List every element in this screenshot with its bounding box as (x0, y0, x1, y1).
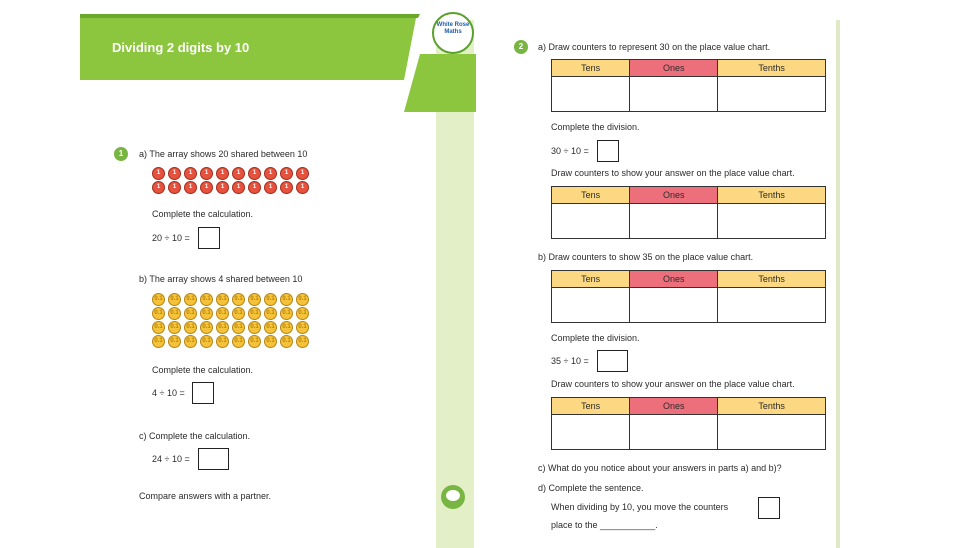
yellow-counter: 0.1 (216, 307, 229, 320)
q1a-answer-box[interactable] (198, 227, 220, 249)
pv-cell-ones[interactable] (630, 288, 718, 323)
yellow-counter: 0.1 (248, 321, 261, 334)
pv-cell-tenths[interactable] (718, 77, 826, 112)
red-counter: 1 (200, 167, 213, 180)
yellow-counter: 0.1 (168, 307, 181, 320)
pv-header-tenths: Tenths (718, 187, 826, 204)
red-counter: 1 (216, 181, 229, 194)
yellow-counter: 0.1 (216, 293, 229, 306)
yellow-counter: 0.1 (296, 321, 309, 334)
red-counter: 1 (264, 167, 277, 180)
yellow-counter: 0.1 (280, 335, 293, 348)
compare-note: Compare answers with a partner. (139, 491, 272, 501)
yellow-counter: 0.1 (248, 307, 261, 320)
red-counter: 1 (280, 167, 293, 180)
pv-cell-tens[interactable] (552, 288, 630, 323)
q1c-equation: 24 ÷ 10 = (152, 454, 190, 464)
place-value-chart-4 (551, 397, 826, 450)
q1a-prompt: a) The array shows 20 shared between 10 (139, 149, 308, 159)
red-counter: 1 (296, 167, 309, 180)
yellow-counter: 0.1 (296, 307, 309, 320)
yellow-counter: 0.1 (280, 321, 293, 334)
yellow-counter: 0.1 (184, 335, 197, 348)
pv-header-ones: Ones (630, 60, 718, 77)
red-counter: 1 (216, 167, 229, 180)
yellow-counter: 0.1 (296, 293, 309, 306)
q2d-sentence-line1: When dividing by 10, you move the counters (551, 502, 729, 512)
yellow-counter: 0.1 (264, 293, 277, 306)
pv-header-ones: Ones (630, 398, 718, 415)
red-counter: 1 (248, 181, 261, 194)
q2d-prompt: d) Complete the sentence. (538, 483, 644, 493)
red-counter: 1 (152, 181, 165, 194)
yellow-counter: 0.1 (216, 335, 229, 348)
pv-cell-tens[interactable] (552, 77, 630, 112)
q2c-prompt: c) What do you notice about your answers in parts a) and b)? (538, 463, 782, 473)
yellow-counter: 0.1 (200, 293, 213, 306)
yellow-counter: 0.1 (280, 307, 293, 320)
yellow-counter: 0.1 (168, 321, 181, 334)
q1a-equation: 20 ÷ 10 = (152, 233, 190, 243)
q1c-answer-box[interactable] (198, 448, 229, 470)
right-strip (836, 20, 840, 548)
q2a-equation: 30 ÷ 10 = (551, 146, 589, 156)
yellow-counter: 0.1 (248, 335, 261, 348)
q1b-answer-box[interactable] (192, 382, 214, 404)
red-counter: 1 (168, 181, 181, 194)
yellow-counter: 0.1 (184, 321, 197, 334)
yellow-counter: 0.1 (248, 293, 261, 306)
yellow-counter: 0.1 (200, 307, 213, 320)
red-counter: 1 (280, 181, 293, 194)
q2a-answer-box[interactable] (597, 140, 619, 162)
pv-header-tens: Tens (552, 187, 630, 204)
yellow-counter: 0.1 (168, 293, 181, 306)
yellow-counter: 0.1 (232, 307, 245, 320)
q1a-instruction: Complete the calculation. (152, 209, 254, 219)
red-counter: 1 (296, 181, 309, 194)
q2b-equation: 35 ÷ 10 = (551, 356, 589, 366)
red-counter: 1 (184, 181, 197, 194)
pv-cell-tens[interactable] (552, 204, 630, 239)
yellow-counter: 0.1 (168, 335, 181, 348)
yellow-counter: 0.1 (216, 321, 229, 334)
pv-header-ones: Ones (630, 187, 718, 204)
yellow-counter: 0.1 (152, 335, 165, 348)
yellow-counter: 0.1 (200, 335, 213, 348)
pv-cell-tenths[interactable] (718, 415, 826, 450)
q2b-prompt: b) Draw counters to show 35 on the place value chart. (538, 252, 754, 262)
yellow-counter: 0.1 (296, 335, 309, 348)
pv-header-tenths: Tenths (718, 271, 826, 288)
pv-header-tens: Tens (552, 398, 630, 415)
question-2-badge: 2 (514, 40, 528, 54)
pv-header-tenths: Tenths (718, 398, 826, 415)
pv-header-ones: Ones (630, 271, 718, 288)
red-counter: 1 (168, 167, 181, 180)
q2b-draw: Draw counters to show your answer on the place value chart. (551, 379, 795, 389)
question-1-badge: 1 (114, 147, 128, 161)
red-counter: 1 (232, 181, 245, 194)
yellow-counter: 0.1 (264, 321, 277, 334)
red-counter: 1 (184, 167, 197, 180)
red-counter: 1 (264, 181, 277, 194)
red-counter: 1 (152, 167, 165, 180)
yellow-counter: 0.1 (264, 307, 277, 320)
white-rose-maths-logo (432, 12, 474, 54)
q1b-equation: 4 ÷ 10 = (152, 388, 185, 398)
yellow-counter: 0.1 (184, 293, 197, 306)
red-counter: 1 (232, 167, 245, 180)
q1c-prompt: c) Complete the calculation. (139, 431, 251, 441)
yellow-counter: 0.1 (152, 293, 165, 306)
q2d-sentence-line2: place to the ___________. (551, 520, 658, 530)
green-corner-shape (404, 54, 476, 112)
page-title: Dividing 2 digits by 10 (112, 40, 250, 55)
q1b-instruction: Complete the calculation. (152, 365, 254, 375)
place-value-chart-3 (551, 270, 826, 323)
red-counter: 1 (200, 181, 213, 194)
pv-header-tens: Tens (552, 60, 630, 77)
yellow-counter: 0.1 (200, 321, 213, 334)
yellow-counter: 0.1 (232, 321, 245, 334)
pv-header-tenths: Tenths (718, 60, 826, 77)
pv-cell-tens[interactable] (552, 415, 630, 450)
speech-bubble-icon (446, 490, 460, 501)
place-value-chart-1 (551, 59, 826, 112)
yellow-counter: 0.1 (264, 335, 277, 348)
pv-header-tens: Tens (552, 271, 630, 288)
red-counter-array (152, 167, 311, 194)
yellow-counter: 0.1 (152, 307, 165, 320)
yellow-counter: 0.1 (232, 293, 245, 306)
pv-cell-ones[interactable] (630, 77, 718, 112)
yellow-counter: 0.1 (280, 293, 293, 306)
yellow-counter-array (152, 293, 311, 348)
yellow-counter: 0.1 (152, 321, 165, 334)
yellow-counter: 0.1 (232, 335, 245, 348)
q2a-complete: Complete the division. (551, 122, 640, 132)
q2d-answer-box[interactable] (758, 497, 780, 519)
pv-cell-ones[interactable] (630, 204, 718, 239)
pv-cell-ones[interactable] (630, 415, 718, 450)
q1b-prompt: b) The array shows 4 shared between 10 (139, 274, 303, 284)
q2b-complete: Complete the division. (551, 333, 640, 343)
yellow-counter: 0.1 (184, 307, 197, 320)
place-value-chart-2 (551, 186, 826, 239)
q2a-prompt: a) Draw counters to represent 30 on the place value chart. (538, 42, 771, 52)
q2b-answer-box[interactable] (597, 350, 628, 372)
pv-cell-tenths[interactable] (718, 204, 826, 239)
logo-text: White Rose Maths (436, 22, 470, 35)
q2a-draw: Draw counters to show your answer on the place value chart. (551, 168, 795, 178)
pv-cell-tenths[interactable] (718, 288, 826, 323)
red-counter: 1 (248, 167, 261, 180)
